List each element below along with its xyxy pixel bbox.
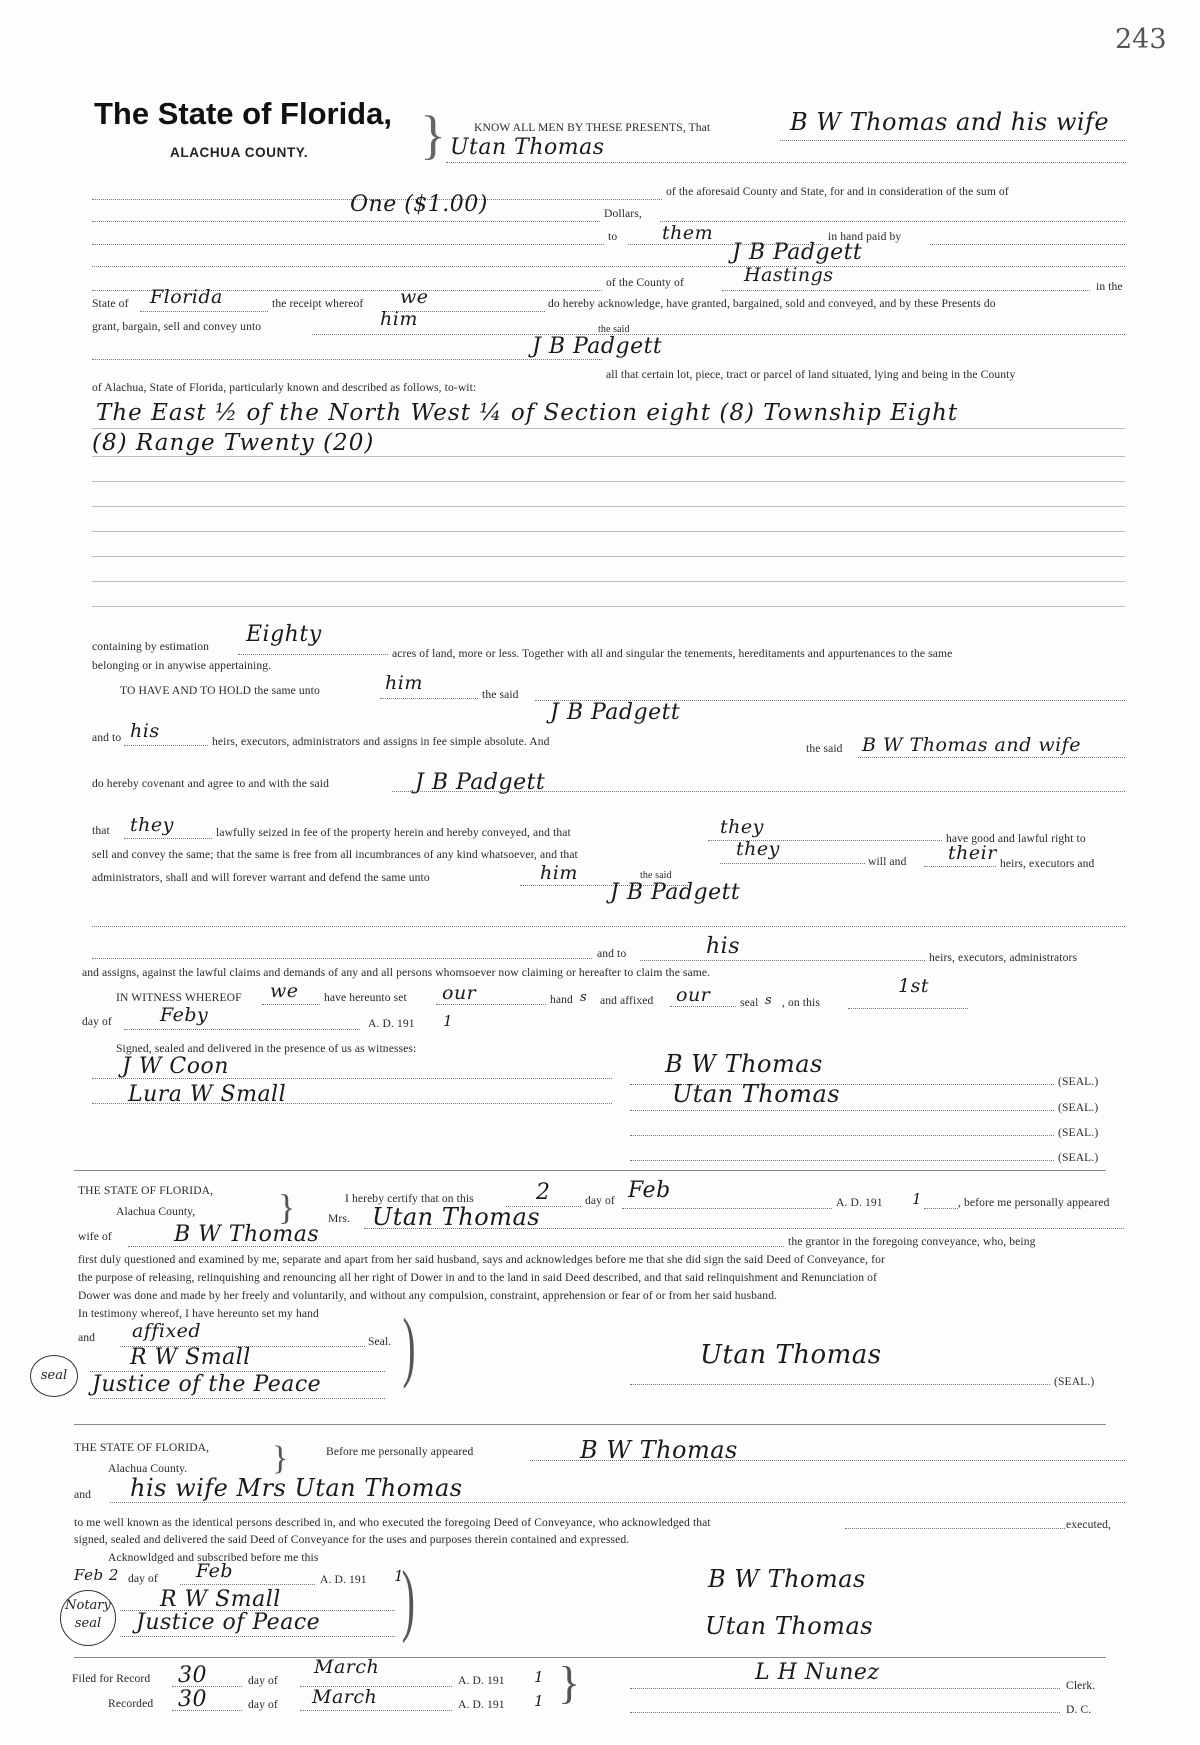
ack1-state: THE STATE OF FLORIDA, [78,1184,214,1197]
clerk-line [630,1688,1060,1689]
of-county-label: of the County of [606,276,684,289]
ack2-line2: signed, sealed and delivered the said Deed of Conveyance for the uses and purposes therein contained and expressed. [74,1533,630,1546]
hand-label: hand [550,993,573,1006]
have-grantee-blank [535,700,1125,701]
seals-blank [670,1006,736,1007]
ack1-line3: Dower was done and made by her freely and voluntarily, and without any compulsion, constraint, apprehension or fear of or from her said husband. [78,1289,778,1302]
clerk-label: Clerk. [1066,1679,1096,1692]
ack2-before-me: Before me personally appeared [326,1445,474,1458]
county-name: Hastings [744,264,834,286]
unto-blank [312,334,1125,335]
have-unto: him [385,672,423,694]
hands-blank [436,1004,546,1005]
testimony-text: In testimony whereof, I have hereunto set my hand [78,1307,319,1320]
unto-who: him [380,308,418,330]
section-divider [74,1170,1106,1171]
rule-line [92,428,1125,429]
rule-line [92,531,1125,532]
that-blank [124,838,212,839]
ack1-wife-signature: Utan Thomas [700,1340,882,1370]
filed-year-digit: 1 [534,1668,545,1686]
ack1-official-title: Justice of the Peace [92,1372,322,1397]
grantors-line1: B W Thomas and his wife [790,108,1110,136]
ack2-acknowledged: Acknowldged and subscribed before me this [108,1551,319,1564]
grantors-line2-blank [446,162,1126,163]
ack2-name1: B W Thomas [580,1436,738,1464]
ack1-sig-brace: ) [402,1302,416,1389]
ack2-sig2: Utan Thomas [705,1612,874,1640]
state-title: The State of Florida, [94,96,392,131]
ack2-month: Feb [196,1560,234,1582]
ack1-month: Feb [628,1178,671,1203]
seal-label-4: (SEAL.) [1058,1151,1099,1164]
recorded-label: Recorded [108,1697,154,1710]
blank-line [660,221,1125,222]
ack1-official-name: R W Small [130,1345,251,1370]
ack1-ad: A. D. 191 [836,1196,883,1209]
ack1-month-blank [622,1208,832,1209]
consideration-amount: One ($1.00) [350,192,488,217]
grantors-line1-blank [780,140,1125,141]
wife-name: Utan Thomas [372,1203,541,1231]
rule-line [92,456,1125,457]
sell-convey-text: sell and convey the same; that the same is free from all incumbrances of any kind whatsoever, and that [92,848,578,861]
witness-month: Feby [160,1004,209,1026]
grant-unto-label: grant, bargain, sell and convey unto [92,320,262,333]
clerk-signature: L H Nunez [755,1660,880,1685]
ack1-line2: the purpose of releasing, relinquishing and renouncing all her right of Dower in and to the land in said Deed described, and that said relinquishment and Renunciation of [78,1271,877,1284]
grantee-blank [92,359,602,360]
lawfully-text: lawfully seized in fee of the property herein and hereby conveyed, and that [216,826,571,839]
signed-sealed-text: Signed, sealed and delivered in the presence of us as witnesses: [116,1042,417,1055]
ack1-brace: } [278,1187,296,1227]
lawfully-who: they [720,816,764,838]
state-of-label: State of [92,297,129,310]
seal-line-4 [630,1160,1054,1161]
day-of-label: day of [82,1015,112,1028]
witness1-signature: J W Coon [122,1054,229,1079]
seal-word: Seal. [368,1335,392,1348]
header-brace: } [420,105,446,165]
filing-brace: } [558,1657,581,1708]
the-said-label3: the said [806,742,843,755]
acres-text: acres of land, more or less. Together with all and singular the tenements, hereditaments and appurtenances to the same [392,647,953,660]
executed-blank [845,1528,1065,1529]
filed-ad: A. D. 191 [458,1674,505,1687]
seal-line-2 [630,1110,1054,1111]
and-to2-who: his [706,934,740,959]
defend-grantee-blank [92,926,1125,927]
defend-who: him [540,862,578,884]
acres-blank [238,654,388,655]
containing-label: containing by estimation [92,640,210,653]
recorded-ad: A. D. 191 [458,1698,505,1711]
filed-label: Filed for Record [72,1672,151,1685]
in-witness-label: IN WITNESS WHEREOF [116,991,242,1004]
recorded-year-digit: 1 [534,1692,545,1710]
ack2-line1: to me well known as the identical persons described in, and who executed the foregoing Deed of Conveyance, who acknowledged that [74,1516,711,1529]
to-have-text: TO HAVE AND TO HOLD the same unto [120,684,320,697]
paid-by-name: J B Padgett [732,240,863,265]
have-hereunto-label: have hereunto set [324,991,407,1004]
seal-label-3: (SEAL.) [1058,1126,1099,1139]
and-to-label: and to [92,731,122,744]
dollars-label: Dollars, [604,207,642,220]
seals-count: our [676,984,711,1006]
rule-line [92,481,1125,482]
to-label: to [608,230,618,243]
section-divider-2 [74,1424,1106,1425]
recorded-day-of: day of [248,1698,278,1711]
witness-day: 1st [898,975,929,997]
filed-month: March [314,1656,380,1678]
ack2-sig1: B W Thomas [708,1565,866,1593]
ack2-year-digit: 1 [394,1567,405,1585]
husband-name: B W Thomas [174,1222,320,1247]
know-all-text: KNOW ALL MEN BY THESE PRESENTS, That [474,121,711,134]
ack2-sig-brace: ) [401,1556,415,1644]
and-label: and [78,1331,96,1344]
their-blank [924,866,996,867]
all-that-text: all that certain lot, piece, tract or parcel of land situated, lying and being in the County [606,368,1016,381]
heirs-exec-text: heirs, executors and [1000,857,1095,870]
description-line1: The East ½ of the North West ¼ of Section eight (8) Township Eight [96,400,959,426]
ack1-line1: first duly questioned and examined by me, separate and apart from her said husband, says and acknowledges before me that she did sign the said Deed of Conveyance, for [78,1253,885,1266]
wife-of-label: wife of [78,1230,112,1243]
ack2-date-prefix: Feb 2 [74,1566,119,1584]
ack1-county: Alachua County, [116,1205,196,1218]
dc-line [630,1712,1060,1713]
grantee-name: J B Padgett [532,334,663,359]
grantors-line2: Utan Thomas [450,135,605,160]
filed-day: 30 [178,1663,207,1688]
county-blank [722,290,1090,291]
seal-line-3 [630,1135,1054,1136]
ack1-signature-line [630,1384,1050,1385]
recorded-month: March [312,1686,378,1708]
ack2-name1-blank [530,1460,1125,1461]
and-to-label2: and to [597,947,627,960]
and-to2-blank [640,960,925,961]
ack1-official-title-line [90,1398,385,1399]
blank-line [92,244,604,245]
amount-blank [92,221,600,222]
covenantee: J B Padgett [415,770,546,795]
day-blank [848,1008,968,1009]
mrs-label: Mrs. [328,1212,350,1225]
ack1-day: 2 [536,1180,551,1205]
ack2-and-label: and [74,1488,92,1501]
have-unto-blank [380,698,478,699]
warrant-who: they [736,838,780,860]
seal-label-2: (SEAL.) [1058,1101,1099,1114]
in-hand-label: in hand paid by [828,230,902,243]
rule-line [92,506,1125,507]
defend-grantee: J B Padgett [610,880,741,905]
ack2-month-blank [180,1584,315,1585]
heirs-fee-text: heirs, executors, administrators and assigns in fee simple absolute. And [212,735,550,748]
that-who: they [130,814,174,836]
belonging-text: belonging or in anywise appertaining. [92,659,272,672]
ack2-official-name: R W Small [160,1587,281,1612]
seal-label: seal [740,996,759,1009]
dc-label: D. C. [1066,1703,1092,1716]
receipt-who: we [400,286,429,308]
witness2-line [92,1103,612,1104]
rule-line [92,606,1125,607]
and-to-blank [124,745,208,746]
county-heading: ALACHUA COUNTY. [170,145,309,160]
filed-day-of: day of [248,1674,278,1687]
will-and-label: will and [868,855,907,868]
ad-year-digit: 1 [443,1012,454,1030]
ack2-name2-blank [110,1502,1125,1503]
and-assigns-text: and assigns, against the lawful claims and demands of any and all persons whomsoever now claiming or hereafter to claim the same. [82,966,711,979]
state-blank [140,311,268,312]
their-word: their [948,842,997,864]
the-said-label2: the said [482,688,519,701]
covenant-text: do hereby covenant and agree to and with the said [92,777,330,790]
grantor-text: the grantor in the foregoing conveyance, who, being [788,1235,1036,1248]
state-name: Florida [150,286,223,308]
month-blank [124,1029,360,1030]
recorded-month-blank [300,1710,452,1711]
certify-text: I hereby certify that on this [345,1192,474,1205]
to-name: them [662,222,714,244]
ad-label: A. D. 191 [368,1017,415,1030]
affixed-word: affixed [132,1320,202,1342]
notary-stamp: Notary seal [60,1590,116,1646]
covenantor: B W Thomas and wife [862,734,1081,756]
hand-suffix: s [580,990,588,1005]
before-me-text: , before me personally appeared [958,1196,1110,1209]
husband-blank [128,1246,784,1247]
ack1-day-of: day of [585,1194,615,1207]
seal-stamp: seal [30,1355,78,1397]
ack2-ad: A. D. 191 [320,1573,367,1586]
acknowledge-text: do hereby acknowledge, have granted, bargained, sold and conveyed, and by these Presents do [548,297,996,310]
description-line2: (8) Range Twenty (20) [92,430,375,456]
ack2-brace: } [272,1440,289,1477]
paid-by-blank [92,266,1125,267]
blank-line [930,244,1125,245]
section-divider-3 [74,1657,1106,1658]
witness1-line [92,1078,612,1079]
page-number: 243 [1115,24,1167,55]
on-this-label: , on this [782,996,820,1009]
ack1-year-blank [924,1208,958,1209]
warrant-blank [720,863,865,864]
ack2-state: THE STATE OF FLORIDA, [74,1441,210,1454]
alachua-text: of Alachua, State of Florida, particularly known and described as follows, to-wit: [92,381,477,394]
the-said-label: the said [598,324,630,335]
rule-line [92,556,1125,557]
ack2-county: Alachua County. [108,1462,188,1475]
admins-text: administrators, shall and will forever warrant and defend the same unto [92,871,430,884]
recorded-day: 30 [178,1687,207,1712]
and-to-who: his [130,720,160,742]
ack1-year-digit: 1 [912,1190,923,1208]
ack2-day-of: day of [128,1572,158,1585]
receipt-label: the receipt whereof [272,297,364,310]
witness2-signature: Lura W Small [128,1082,287,1107]
that-label: that [92,824,110,837]
ack2-title-line [120,1636,395,1637]
covenantor-blank [858,757,1125,758]
signer2-signature: Utan Thomas [672,1080,841,1108]
consideration-text: of the aforesaid County and State, for and in consideration of the sum of [666,185,1009,198]
seal-suffix: s [765,993,773,1008]
signer1-signature: B W Thomas [665,1050,823,1078]
heirs-admins-text: heirs, executors, administrators [929,951,1078,964]
seal-label-1: (SEAL.) [1058,1075,1099,1088]
acres-value: Eighty [246,622,322,647]
affixed-label: and affixed [600,994,654,1007]
blank-line [92,958,592,959]
ack2-official-title: Justice of Peace [136,1610,321,1635]
ack2-name2: his wife Mrs Utan Thomas [130,1474,463,1502]
covenantee-blank [392,791,1125,792]
witness-who: we [270,980,299,1002]
good-right-text: have good and lawful right to [946,832,1086,845]
witness-who-blank [262,1004,320,1005]
hands-count: our [442,982,477,1004]
have-grantee: J B Padgett [550,700,681,725]
ack1-seal-label: (SEAL.) [1054,1375,1095,1388]
rule-line [92,581,1125,582]
wife-name-blank [364,1228,1124,1229]
executed-label: executed, [1066,1518,1111,1531]
the-said-label4: the said [640,870,672,881]
recorded-day-blank [172,1710,242,1711]
in-the-label: in the [1096,280,1123,293]
